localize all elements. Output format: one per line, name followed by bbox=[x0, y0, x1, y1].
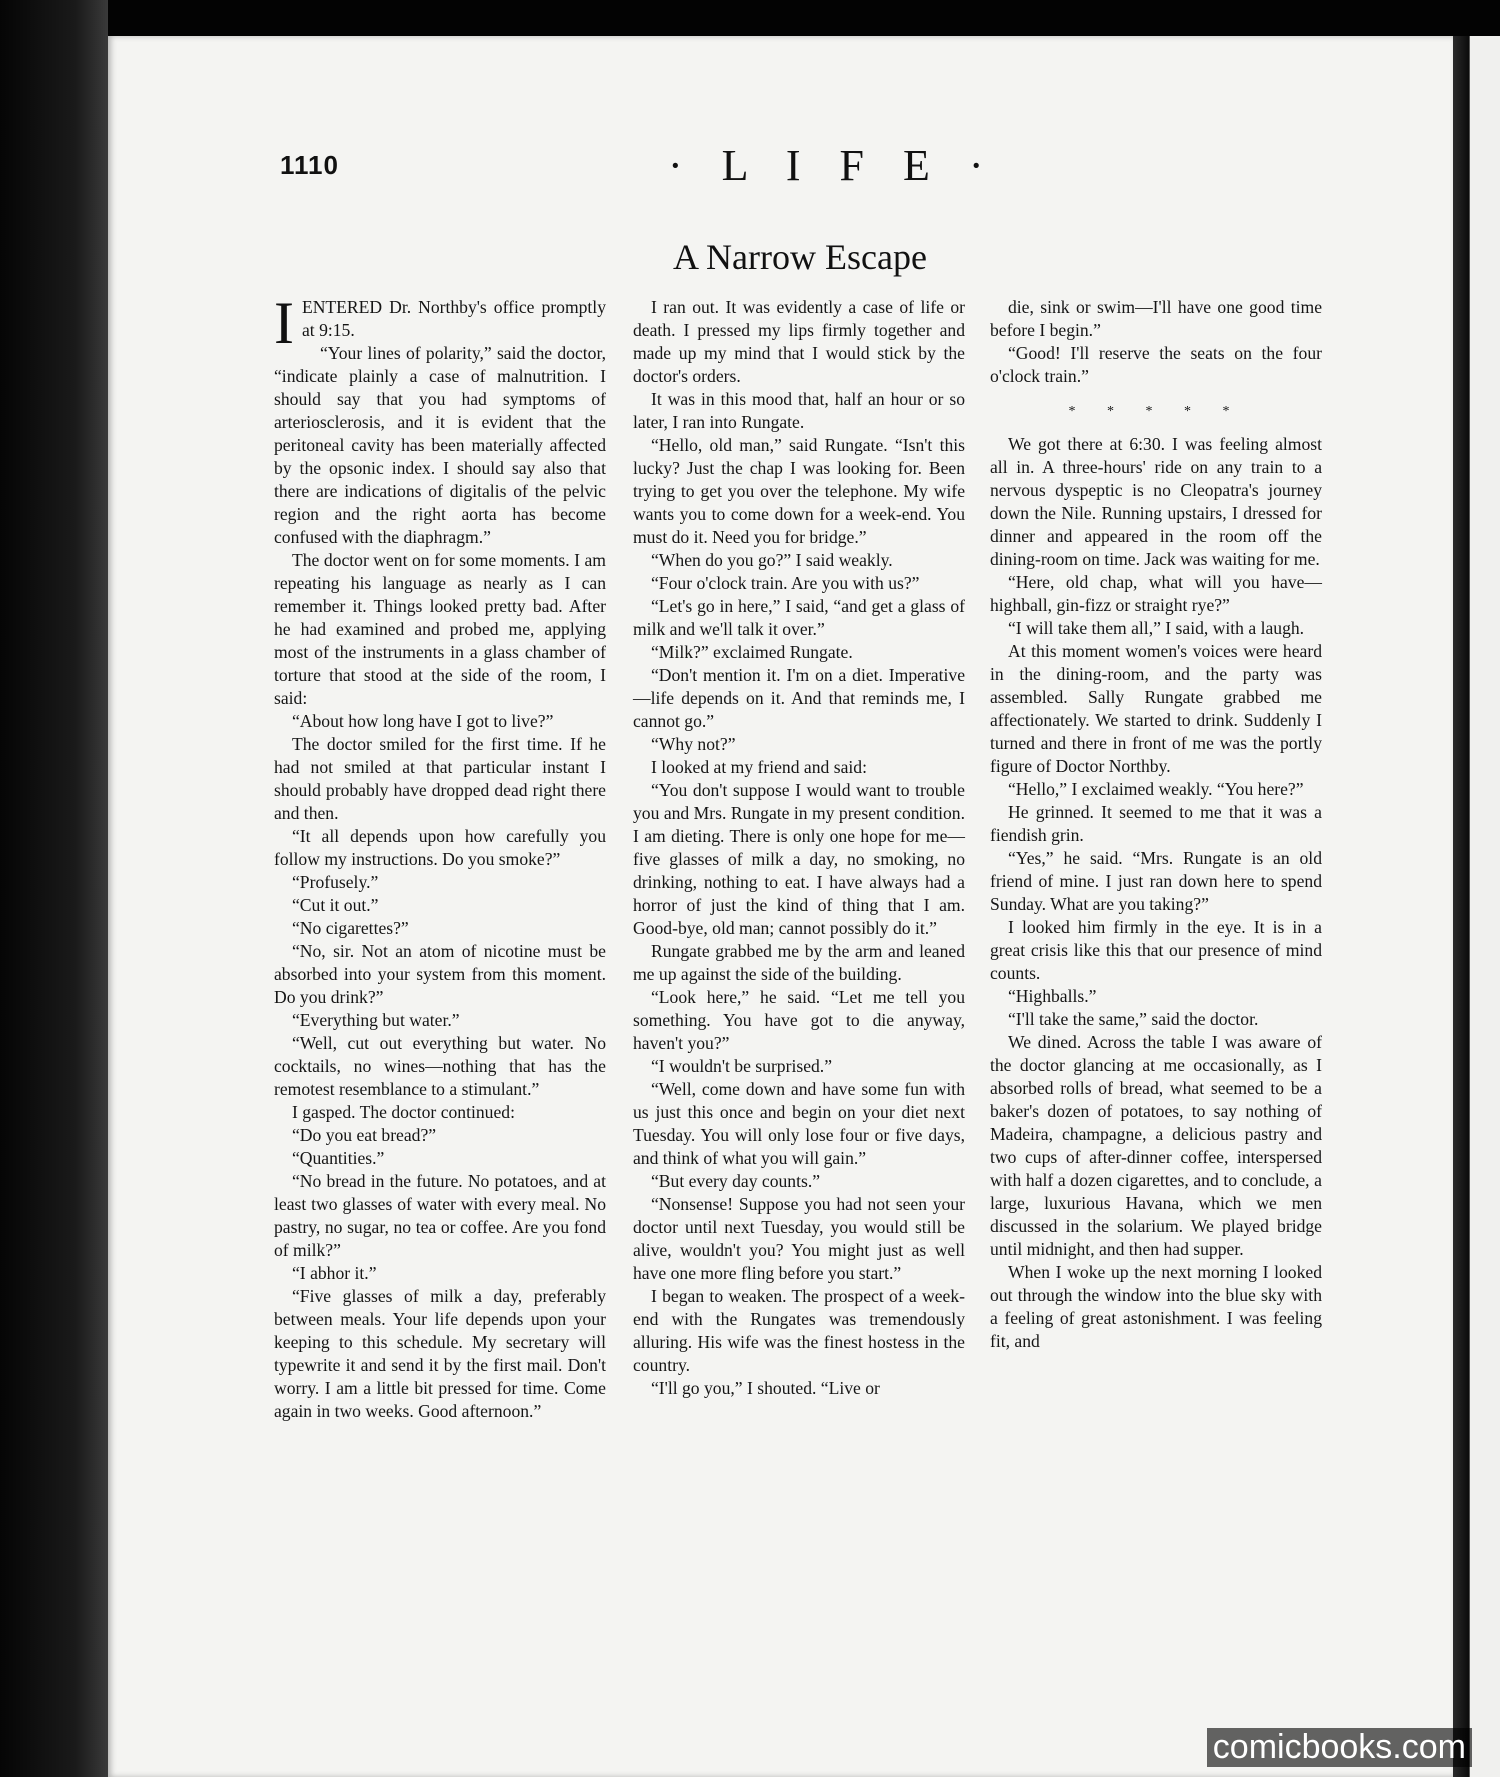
paragraph: “I will take them all,” I said, with a laugh. bbox=[1008, 618, 1305, 638]
scan-border-left bbox=[0, 0, 108, 1777]
column-left-paragraphs bbox=[274, 342, 606, 1423]
paragraph: “Well, come down and have some fun with us just this once and begin on your diet next Tuesday. You will only lose four or five days, and think of what you will gain.” bbox=[633, 1079, 965, 1168]
paragraph: die, sink or swim—I'll have one good time before I begin.” bbox=[990, 297, 1322, 340]
paragraph: The doctor smiled for the first time. If he had not smiled at that particular instant I should probably have dropped dead right there and then. bbox=[274, 734, 606, 823]
column-middle bbox=[633, 296, 965, 1400]
drop-cap: I bbox=[274, 290, 294, 356]
paragraph: Rungate grabbed me by the arm and leaned me up against the side of the building. bbox=[633, 941, 965, 984]
article-title: A Narrow Escape bbox=[673, 237, 927, 277]
paragraph: “Profusely.” bbox=[292, 872, 379, 892]
paragraph: “Milk?” exclaimed Rungate. bbox=[651, 642, 853, 662]
paragraph: We got there at 6:30. I was feeling almost all in. A three-hours' ride on any train to a nervous dyspeptic is no Cleopatra's journey down the Nile. Running upstairs, I dressed for dinner and appeared in the room off the dining-room on time. Jack was waiting for me. bbox=[990, 434, 1322, 569]
watermark-logo: comicbooks.com bbox=[1207, 1728, 1472, 1767]
paragraph: “Do you eat bread?” bbox=[292, 1125, 437, 1145]
paragraph: I gasped. The doctor continued: bbox=[292, 1102, 515, 1122]
paragraph: “Good! I'll reserve the seats on the four o'clock train.” bbox=[990, 343, 1322, 386]
paragraph: The doctor went on for some moments. I am repeating his language as nearly as I can remember it. Things looked pretty bad. After he had examined and probed me, applying most of the instruments in a glass chamber of torture that stood at the side of the room, I said: bbox=[274, 550, 606, 708]
paragraph: I ran out. It was evidently a case of life or death. I pressed my lips firmly together and made up my mind that I would stick by the doctor's orders. bbox=[633, 297, 965, 386]
paragraph: “About how long have I got to live?” bbox=[292, 711, 554, 731]
paragraph: “No, sir. Not an atom of nicotine must be absorbed into your system from this moment. Do you drink?” bbox=[274, 941, 606, 1007]
paragraph: He grinned. It seemed to me that it was a fiendish grin. bbox=[990, 802, 1322, 845]
paragraph: “No cigarettes?” bbox=[292, 918, 409, 938]
paragraph: “Cut it out.” bbox=[292, 895, 379, 915]
page-number: 1110 bbox=[280, 150, 339, 180]
paragraph: “No bread in the future. No potatoes, and at least two glasses of water with every meal. No pastry, no sugar, no tea or coffee. Are you fond of milk?” bbox=[274, 1171, 606, 1260]
paragraph: When I woke up the next morning I looked out through the window into the blue sky with a feeling of great astonishment. I was feeling fit, and bbox=[990, 1262, 1322, 1351]
paragraph: I began to weaken. The prospect of a week-end with the Rungates was tremendously alluring. His wife was the finest hostess in the country. bbox=[633, 1286, 965, 1375]
scan-border-top bbox=[0, 0, 1500, 36]
paragraph: “Five glasses of milk a day, preferably between meals. Your life depends upon your keeping to this schedule. My secretary will typewrite it and send it by the first mail. Don't worry. I am a little bit pressed for time. Come again in two weeks. Good afternoon.” bbox=[274, 1286, 606, 1421]
paragraph: “Let's go in here,” I said, “and get a glass of milk and we'll talk it over.” bbox=[633, 596, 965, 639]
paragraph: “When do you go?” I said weakly. bbox=[651, 550, 893, 570]
paragraph: “Quantities.” bbox=[292, 1148, 385, 1168]
paragraph: “I'll go you,” I shouted. “Live or bbox=[651, 1378, 880, 1398]
masthead: · L I F E · bbox=[668, 141, 998, 190]
paragraph: “Here, old chap, what will you have—highball, gin-fizz or straight rye?” bbox=[990, 572, 1322, 615]
column-middle-paragraphs bbox=[633, 296, 965, 1400]
paragraph: “Don't mention it. I'm on a diet. Imperative—life depends on it. And that reminds me, I cannot go.” bbox=[633, 665, 965, 731]
paragraph: “Hello,” I exclaimed weakly. “You here?” bbox=[1008, 779, 1304, 799]
paragraph: At this moment women's voices were heard in the dining-room, and the party was assembled. Sally Rungate grabbed me affectionately. We started to drink. Suddenly I turned and there in front of me was the portly figure of Doctor Northby. bbox=[990, 641, 1322, 776]
paragraph: “Why not?” bbox=[651, 734, 736, 754]
paragraph: “Yes,” he said. “Mrs. Rungate is an old friend of mine. I just ran down here to spend Sunday. What are you taking?” bbox=[990, 848, 1322, 914]
paragraph: “But every day counts.” bbox=[651, 1171, 821, 1191]
column-right-paragraphs-before bbox=[990, 296, 1322, 388]
adjacent-page-edge bbox=[1453, 36, 1500, 1777]
opening-text: ENTERED Dr. Northby's office promptly at 9:15. bbox=[301, 297, 606, 340]
paragraph: I looked at my friend and said: bbox=[651, 757, 867, 777]
paragraph: “Well, cut out everything but water. No cocktails, no wines—nothing that has the remotest resemblance to a stimulant.” bbox=[274, 1033, 606, 1099]
paragraph: “Your lines of polarity,” said the doctor, “indicate plainly a case of malnutrition. I should say that you had symptoms of arteriosclerosis, and it is evident that the peritoneal cavity has been materially affected by the opsonic index. I should say also that there are indications of digitalis of the pelvic region and the right aorta has become confused with the diaphragm.” bbox=[274, 343, 606, 547]
paragraph: “I abhor it.” bbox=[292, 1263, 377, 1283]
paragraph: We dined. Across the table I was aware of the doctor glancing at me occasionally, as I absorbed rolls of bread, what seemed to be a baker's dozen of potatoes, to say nothing of Madeira, champagne, a delicious pastry and two cups of after-dinner coffee, interspersed with half a dozen cigarettes, and to conclude, a large, luxurious Havana, which we men discussed in the solarium. We played bridge until midnight, and then had supper. bbox=[990, 1032, 1322, 1259]
paragraph: “Nonsense! Suppose you had not seen your doctor until next Tuesday, you would still be alive, wouldn't you? You might just as well have one more fling before you start.” bbox=[633, 1194, 965, 1283]
column-right-paragraphs-after bbox=[990, 433, 1322, 1353]
section-separator: * * * * * bbox=[1068, 404, 1244, 419]
opening-paragraph bbox=[274, 290, 606, 356]
paragraph: “Hello, old man,” said Rungate. “Isn't this lucky? Just the chap I was looking for. Been trying to get you over the telephone. My wife wants you to come down for a week-end. You must do it. Need you for bridge.” bbox=[633, 435, 965, 547]
paragraph: “I wouldn't be surprised.” bbox=[651, 1056, 833, 1076]
paragraph: “I'll take the same,” said the doctor. bbox=[1008, 1009, 1259, 1029]
paragraph: “You don't suppose I would want to trouble you and Mrs. Rungate in my present condition. I am dieting. There is only one hope for me—five glasses of milk a day, no smoking, no drinking, nothing to eat. I have always had a horror of just the kind of thing that I am. Good-bye, old man; cannot possibly do it.” bbox=[633, 780, 965, 938]
paragraph: “Highballs.” bbox=[1008, 986, 1097, 1006]
paragraph: I looked him firmly in the eye. It is in a great crisis like this that our presence of mind counts. bbox=[990, 917, 1322, 983]
paragraph: It was in this mood that, half an hour or so later, I ran into Rungate. bbox=[633, 389, 965, 432]
paragraph: “Everything but water.” bbox=[292, 1010, 460, 1030]
paragraph: “Four o'clock train. Are you with us?” bbox=[651, 573, 920, 593]
paragraph: “Look here,” he said. “Let me tell you something. You have got to die anyway, haven't you?” bbox=[633, 987, 965, 1053]
column-left bbox=[274, 290, 606, 1423]
column-right bbox=[990, 296, 1322, 1353]
paragraph: “It all depends upon how carefully you follow my instructions. Do you smoke?” bbox=[274, 826, 606, 869]
